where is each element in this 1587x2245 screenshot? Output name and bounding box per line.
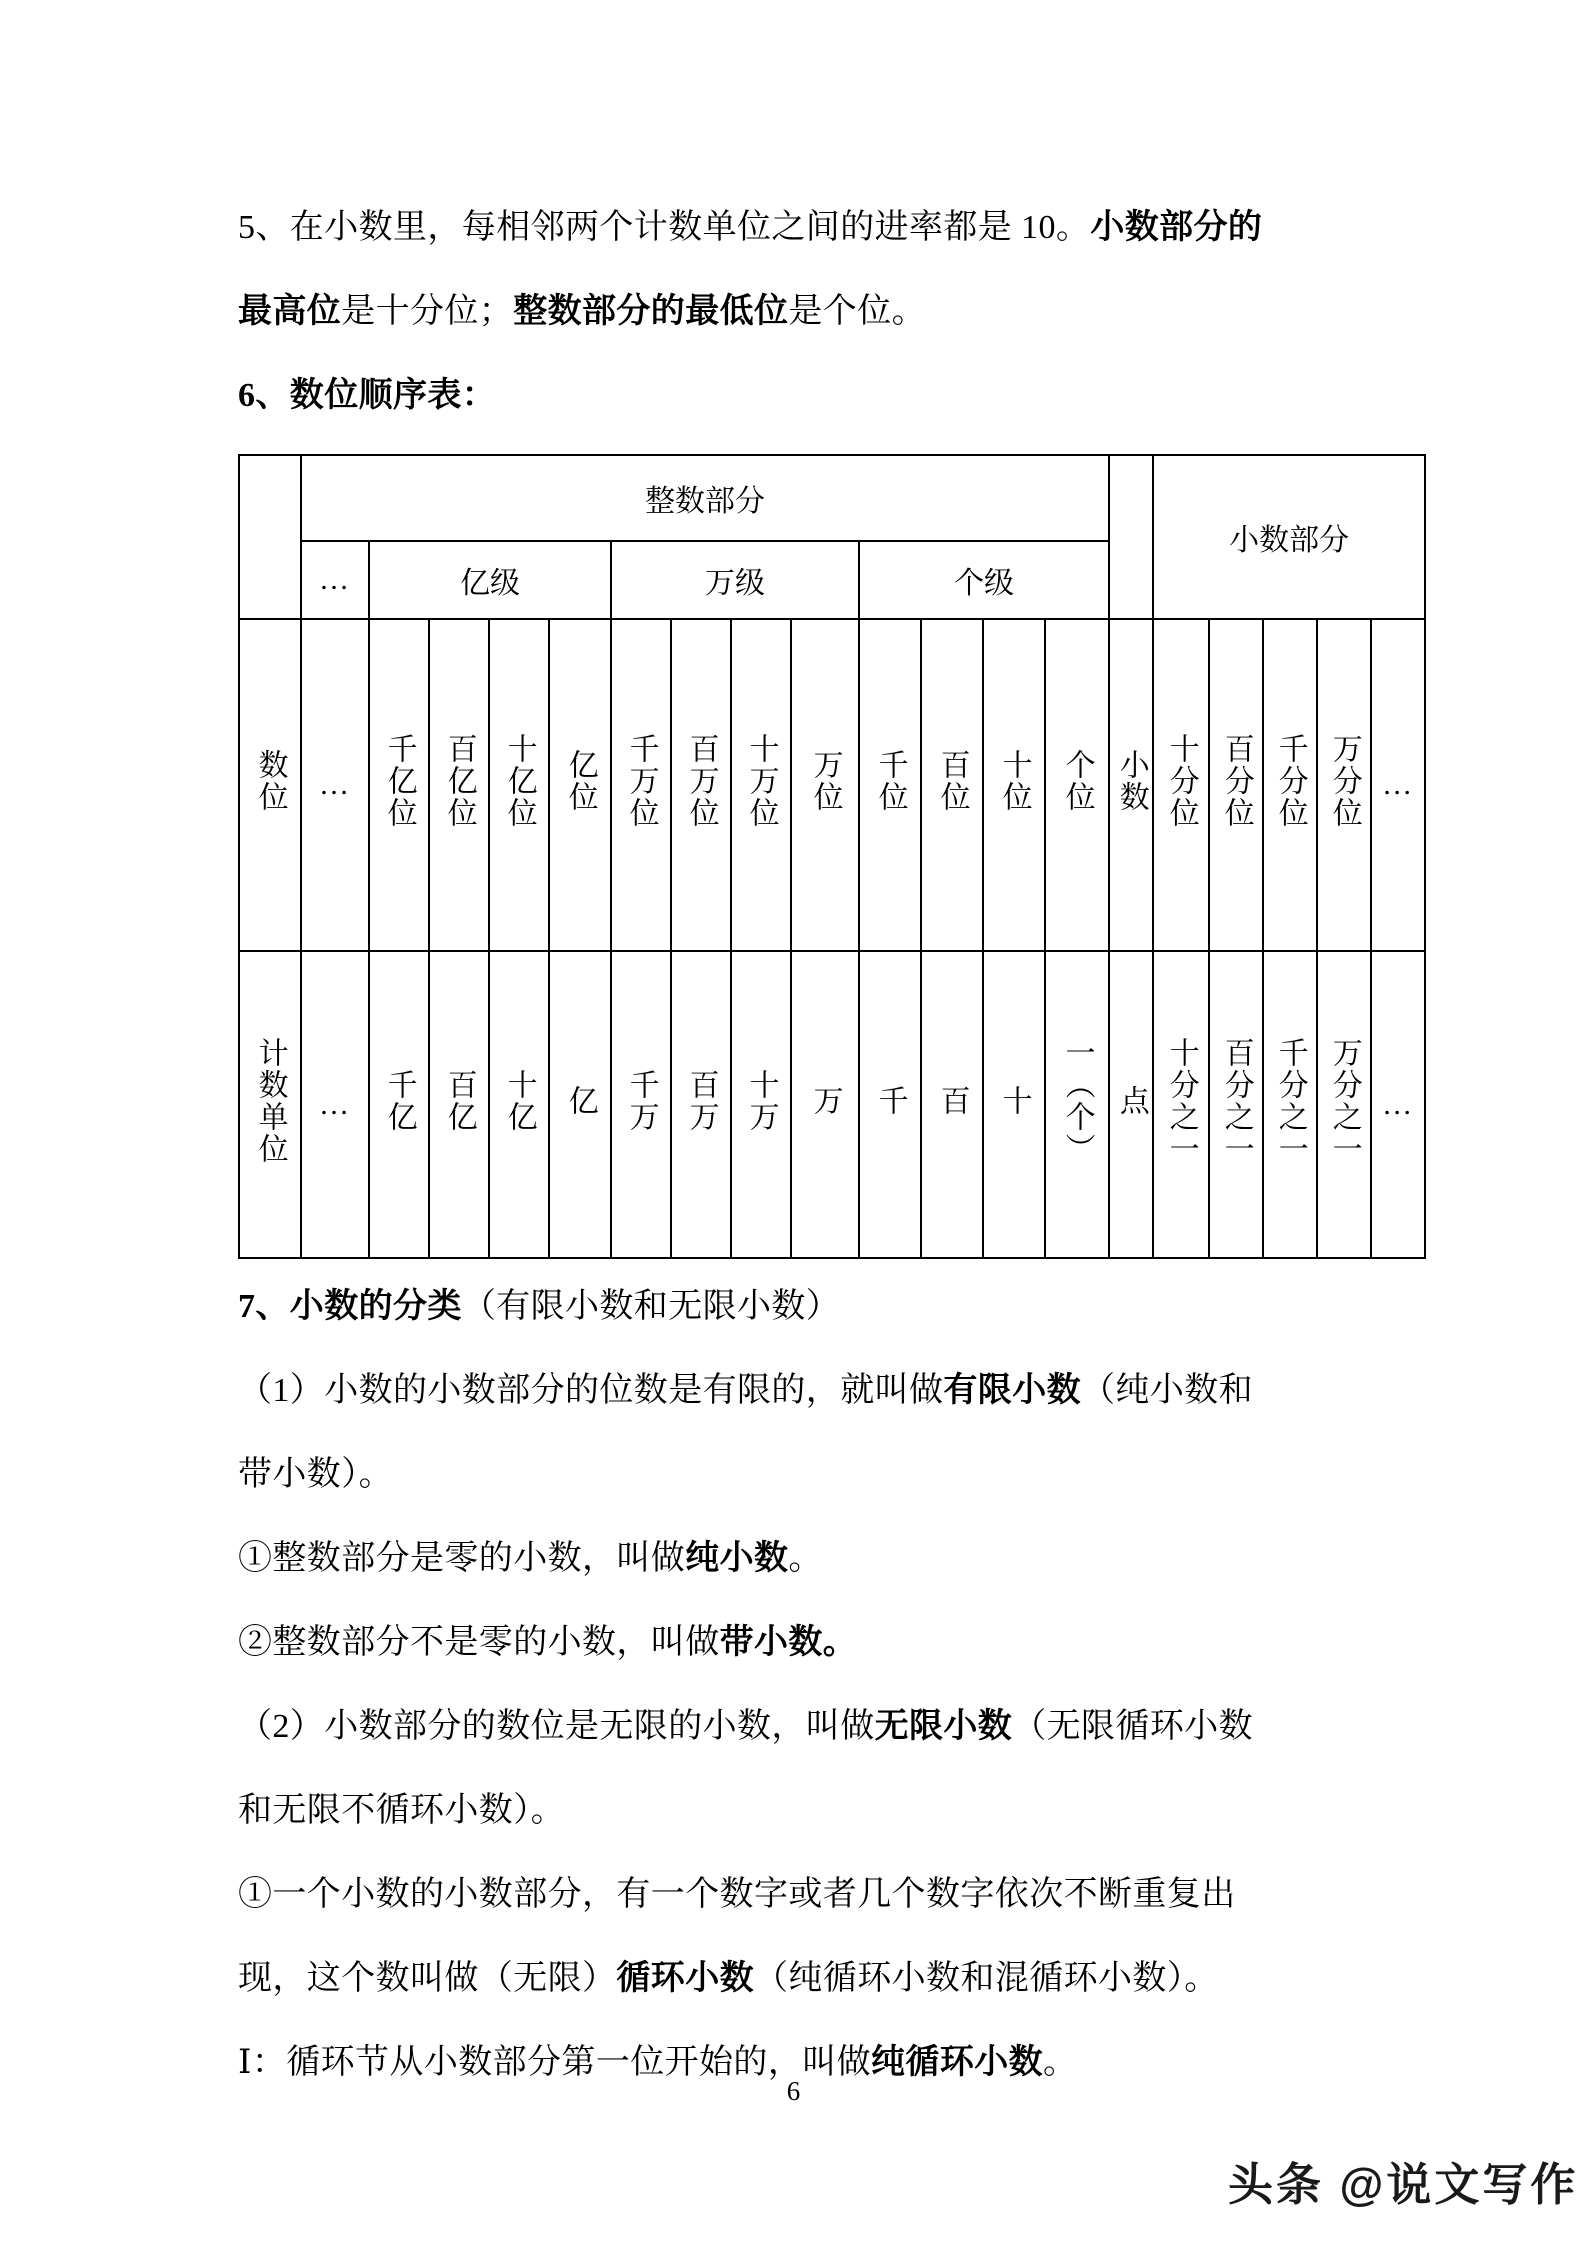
cell-shi-wan-wei: 十万位 — [731, 619, 791, 951]
row-label-counting-unit: 计数单位 — [239, 951, 301, 1258]
table-header-row-1 — [239, 455, 1425, 541]
watermark-text: 头条 @说文写作 — [1228, 2159, 1579, 2210]
cell-qian-yi-wei: 千亿位 — [369, 619, 429, 951]
page-content — [238, 186, 1415, 2105]
table-row-counting-units — [239, 951, 1425, 1258]
cell-qian-fen-wei: 千分位 — [1263, 619, 1317, 951]
row1-ellipsis-left: … — [301, 951, 369, 1258]
header-decimal-part: 小数部分 — [1153, 455, 1425, 619]
row1-ellipsis-right: … — [1371, 951, 1425, 1258]
paragraph-item7 — [238, 1265, 1348, 1349]
cell-shi-yi: 十亿 — [489, 951, 549, 1258]
row0-ellipsis-right: … — [1371, 619, 1425, 951]
header-ellipsis: … — [301, 541, 369, 619]
cell-qian-wan: 千万 — [611, 951, 671, 1258]
item6-title-text: 6、数位顺序表： — [238, 377, 497, 414]
cell-bai-yi: 百亿 — [429, 951, 489, 1258]
cell-qian-wan-wei: 千万位 — [611, 619, 671, 951]
cell-bai-fen-zhi-yi: 百分之一 — [1209, 951, 1263, 1258]
header-integer-part: 整数部分 — [301, 455, 1109, 541]
header-group-yi: 亿级 — [369, 541, 611, 619]
p2-b: 纯小数 — [685, 1540, 789, 1577]
cell-shi-fen-wei: 十分位 — [1153, 619, 1209, 951]
p1-c: （纯小数和 — [1081, 1372, 1254, 1409]
p5-c: 循环小数 — [616, 1960, 755, 1997]
p1-a: （1）小数的小数部分的位数是有限的，就叫做 — [238, 1372, 944, 1409]
cell-shi-wan: 十万 — [731, 951, 791, 1258]
cell-qian: 千 — [859, 951, 921, 1258]
paragraph-item5-line2 — [238, 270, 1348, 354]
cell-bai-yi-wei: 百亿位 — [429, 619, 489, 951]
p4-a: （2）小数部分的数位是无限的小数，叫做 — [238, 1708, 875, 1745]
item7-plain: （有限小数和无限小数） — [461, 1288, 841, 1325]
item5-seg3: 最高位 — [238, 293, 342, 330]
p6-a: Ⅰ：循环节从小数部分第一位开始的，叫做 — [238, 2044, 872, 2081]
row-label-digit-position: 数位 — [239, 619, 301, 951]
paragraph-p4-line1 — [238, 1685, 1348, 1769]
item5-seg2: 小数部分的 — [1090, 209, 1263, 246]
p2-a: ①整数部分是零的小数，叫做 — [238, 1540, 686, 1577]
digit-order-table-wrap — [238, 454, 1415, 1259]
cell-bai-fen-wei: 百分位 — [1209, 619, 1263, 951]
cell-yi: 亿 — [549, 951, 611, 1258]
cell-qian-fen-zhi-yi: 千分之一 — [1263, 951, 1317, 1258]
p1-d: 带小数）。 — [238, 1456, 393, 1493]
paragraph-p4-line2 — [238, 1769, 1348, 1853]
p4-b: 无限小数 — [874, 1708, 1013, 1745]
cell-wan-fen-wei: 万分位 — [1317, 619, 1371, 951]
p6-c: 。 — [1043, 2044, 1078, 2081]
cell-shi: 十 — [983, 951, 1045, 1258]
p6-b: 纯循环小数 — [871, 2044, 1044, 2081]
cell-wan: 万 — [791, 951, 859, 1258]
paragraph-item6-title — [238, 354, 1348, 438]
p2-c: 。 — [788, 1540, 823, 1577]
item5-seg4: 是十分位； — [341, 293, 514, 330]
cell-qian-wei: 千位 — [859, 619, 921, 951]
p4-c: （无限循环小数 — [1012, 1708, 1254, 1745]
cell-shi-yi-wei: 十亿位 — [489, 619, 549, 951]
item5-seg1: 5、在小数里，每相邻两个计数单位之间的进率都是 10。 — [238, 209, 1091, 246]
header-spacer — [1109, 455, 1153, 619]
p5-a: ①一个小数的小数部分，有一个数字或者几个数字依次不断重复出 — [238, 1876, 1236, 1913]
p5-b: 现，这个数叫做（无限） — [238, 1960, 617, 1997]
cell-yi-wei: 亿位 — [549, 619, 611, 951]
paragraph-p1-line1 — [238, 1349, 1348, 1433]
paragraph-p1-line2 — [238, 1433, 1348, 1517]
cell-decimal-point-top: 小数 — [1109, 619, 1153, 951]
item7-bold: 7、小数的分类 — [238, 1288, 462, 1325]
cell-shi-fen-zhi-yi: 十分之一 — [1153, 951, 1209, 1258]
p3-b: 带小数。 — [719, 1624, 858, 1661]
cell-yi-ge: 一（个） — [1045, 951, 1109, 1258]
item5-seg6: 是个位。 — [788, 293, 927, 330]
item5-seg5: 整数部分的最低位 — [513, 293, 789, 330]
cell-wan-fen-zhi-yi: 万分之一 — [1317, 951, 1371, 1258]
paragraph-p5-line1 — [238, 1853, 1348, 1937]
corner-cell — [239, 455, 301, 619]
row0-ellipsis-left: … — [301, 619, 369, 951]
cell-bai-wei: 百位 — [921, 619, 983, 951]
paragraph-p5-line2 — [238, 1937, 1348, 2021]
p3-a: ②整数部分不是零的小数，叫做 — [238, 1624, 720, 1661]
page-number: 6 — [786, 2076, 801, 2106]
cell-wan-wei: 万位 — [791, 619, 859, 951]
cell-shi-wei: 十位 — [983, 619, 1045, 951]
paragraph-p2 — [238, 1517, 1348, 1601]
cell-bai: 百 — [921, 951, 983, 1258]
cell-decimal-point-bottom: 点 — [1109, 951, 1153, 1258]
paragraph-item5-line1 — [238, 186, 1348, 270]
cell-ge-wei: 个位 — [1045, 619, 1109, 951]
p5-d: （纯循环小数和混循环小数）。 — [754, 1960, 1219, 1997]
header-group-ge: 个级 — [859, 541, 1109, 619]
header-group-wan: 万级 — [611, 541, 859, 619]
p4-d: 和无限不循环小数）。 — [238, 1792, 565, 1829]
p1-b: 有限小数 — [943, 1372, 1082, 1409]
cell-bai-wan: 百万 — [671, 951, 731, 1258]
table-row-digit-positions — [239, 619, 1425, 951]
paragraph-p3 — [238, 1601, 1348, 1685]
cell-qian-yi: 千亿 — [369, 951, 429, 1258]
cell-bai-wan-wei: 百万位 — [671, 619, 731, 951]
digit-order-table — [238, 454, 1426, 1259]
